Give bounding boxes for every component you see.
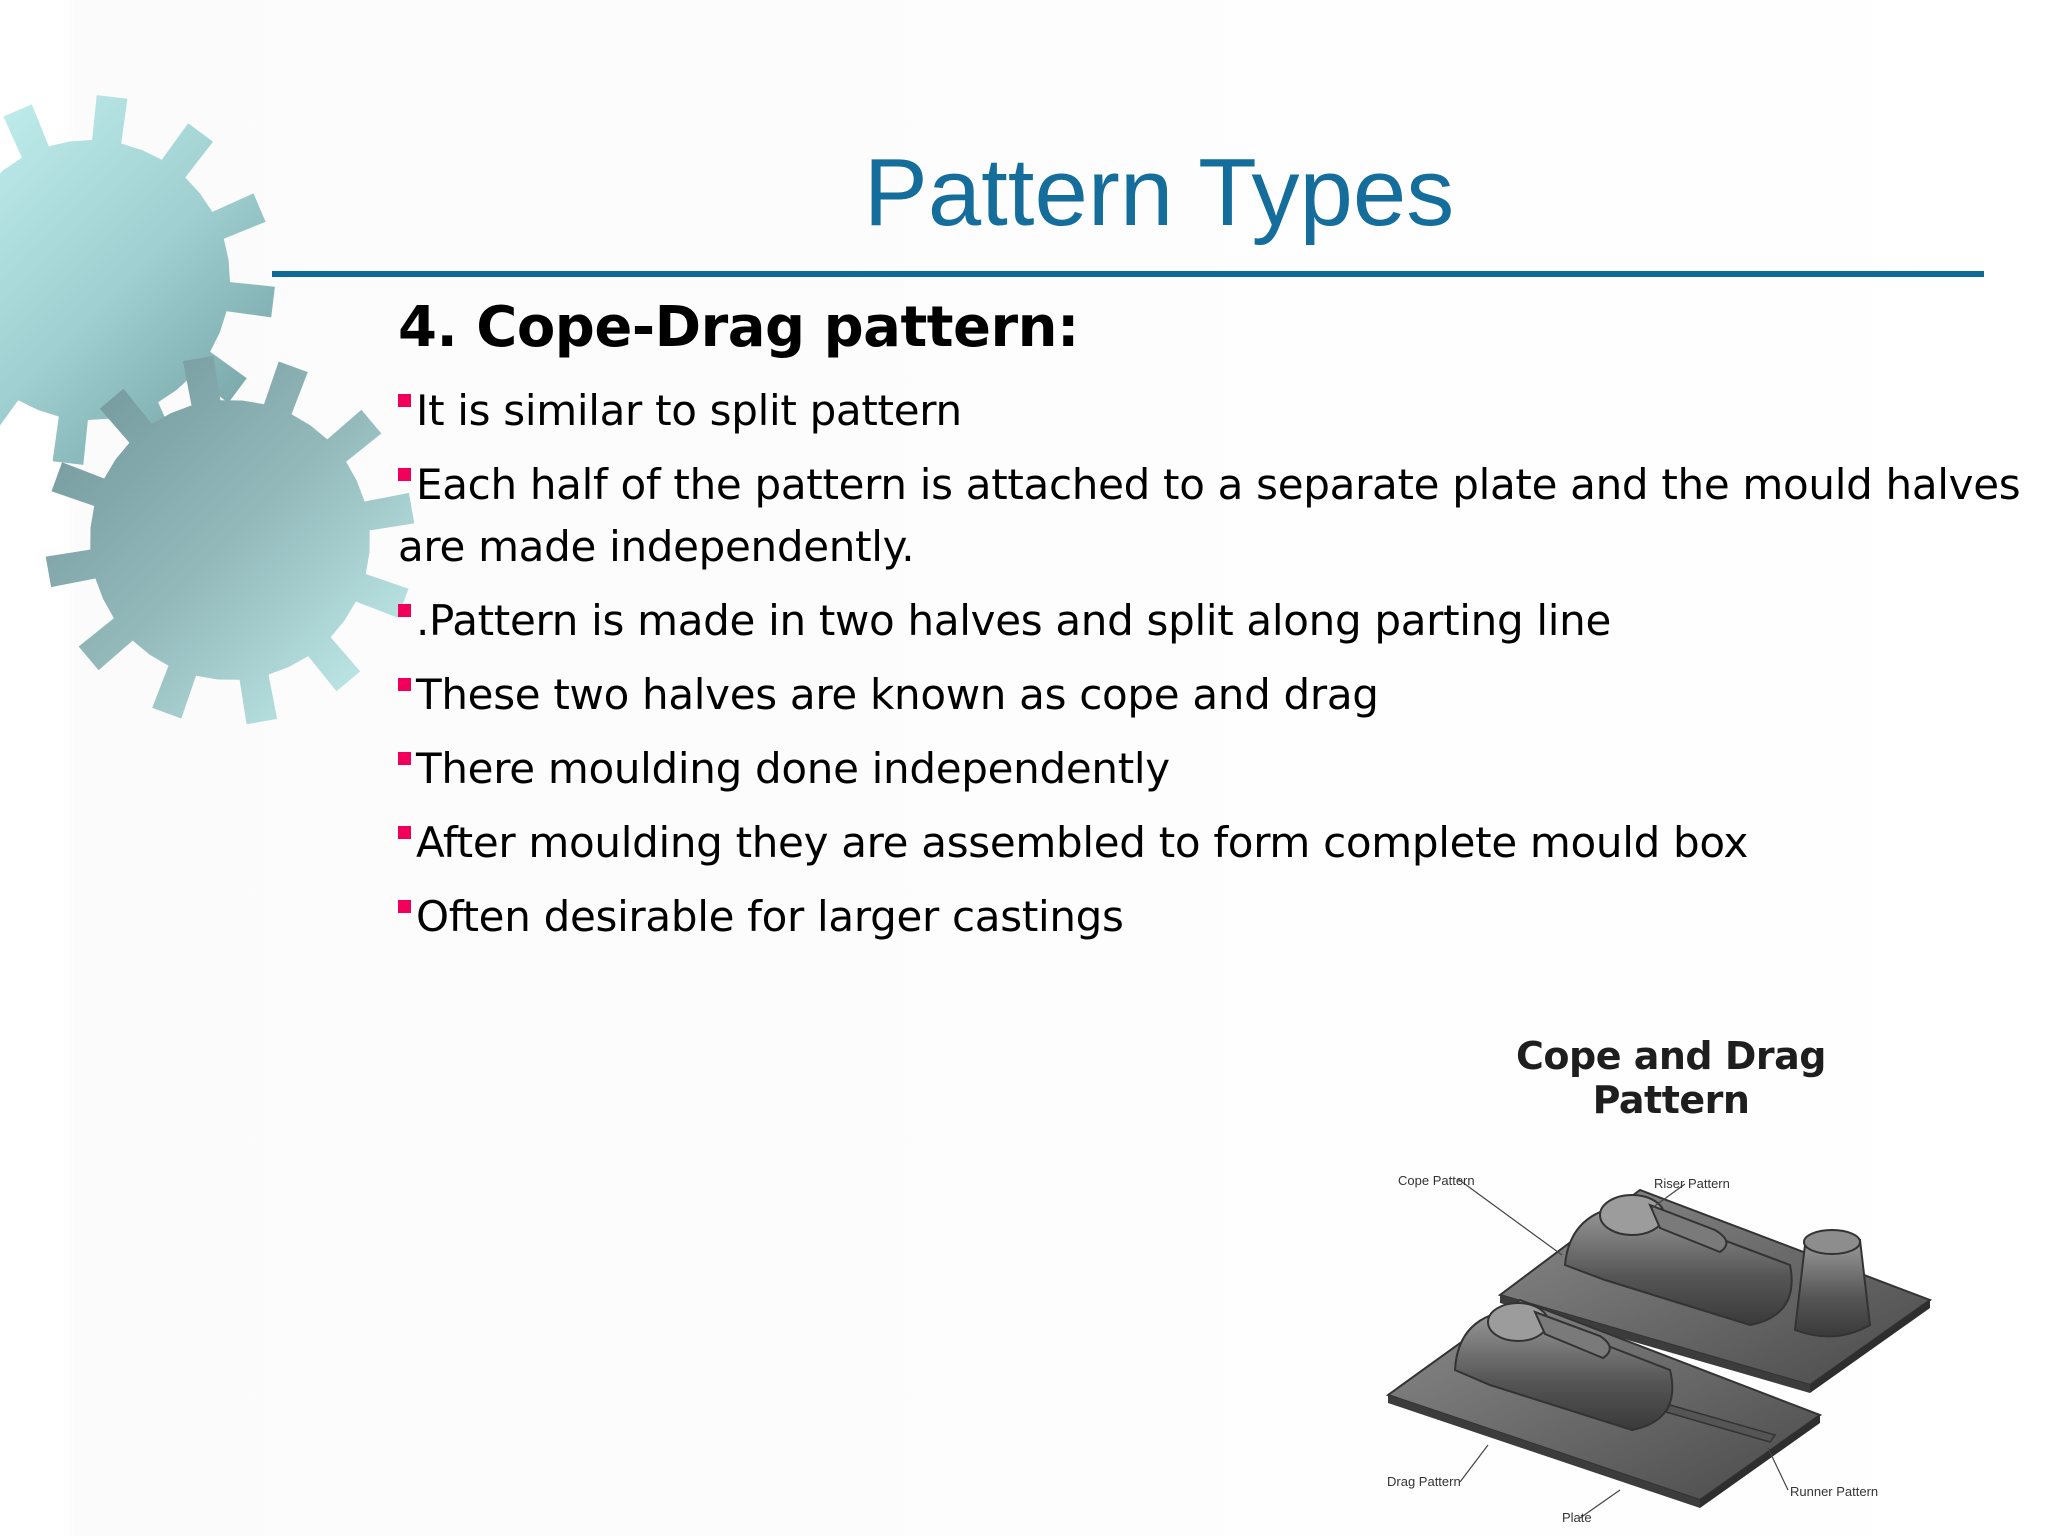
bullet-item: .Pattern is made in two halves and split along parting line	[398, 590, 2038, 652]
figure-title: Cope and Drag Pattern	[1516, 1034, 1826, 1122]
bullet-item: After moulding they are assembled to form complete mould box	[398, 812, 2038, 874]
runner-pattern-label: Runner Pattern	[1790, 1484, 1879, 1499]
title-divider	[272, 271, 1984, 277]
bullet-square-icon	[398, 826, 411, 839]
bullet-square-icon	[398, 394, 411, 407]
bullet-item: These two halves are known as cope and drag	[398, 664, 2038, 726]
section-heading: 4. Cope-Drag pattern:	[398, 295, 1079, 360]
bullet-square-icon	[398, 678, 411, 691]
slide-content	[398, 290, 2038, 960]
bullet-square-icon	[398, 752, 411, 765]
bullet-list	[398, 380, 2038, 948]
cope-pattern-label: Cope Pattern	[1398, 1173, 1475, 1188]
bullet-item: Often desirable for larger castings	[398, 886, 2038, 948]
bullet-item: Each half of the pattern is attached to a separate plate and the mould halves are made independently.	[398, 460, 2021, 571]
plate-label: Plate	[1562, 1510, 1592, 1525]
bullet-square-icon	[398, 900, 411, 913]
bullet-square-icon	[398, 604, 411, 617]
bullet-item: There moulding done independently	[398, 738, 2038, 800]
riser-pattern-label: Riser Pattern	[1654, 1176, 1730, 1191]
drag-pattern-label: Drag Pattern	[1387, 1474, 1461, 1489]
cope-drag-pattern-illustration	[1370, 1030, 1940, 1536]
bullet-square-icon	[398, 468, 411, 481]
slide-title: Pattern Types	[863, 139, 1455, 246]
bullet-item: It is similar to split pattern	[398, 380, 2038, 442]
